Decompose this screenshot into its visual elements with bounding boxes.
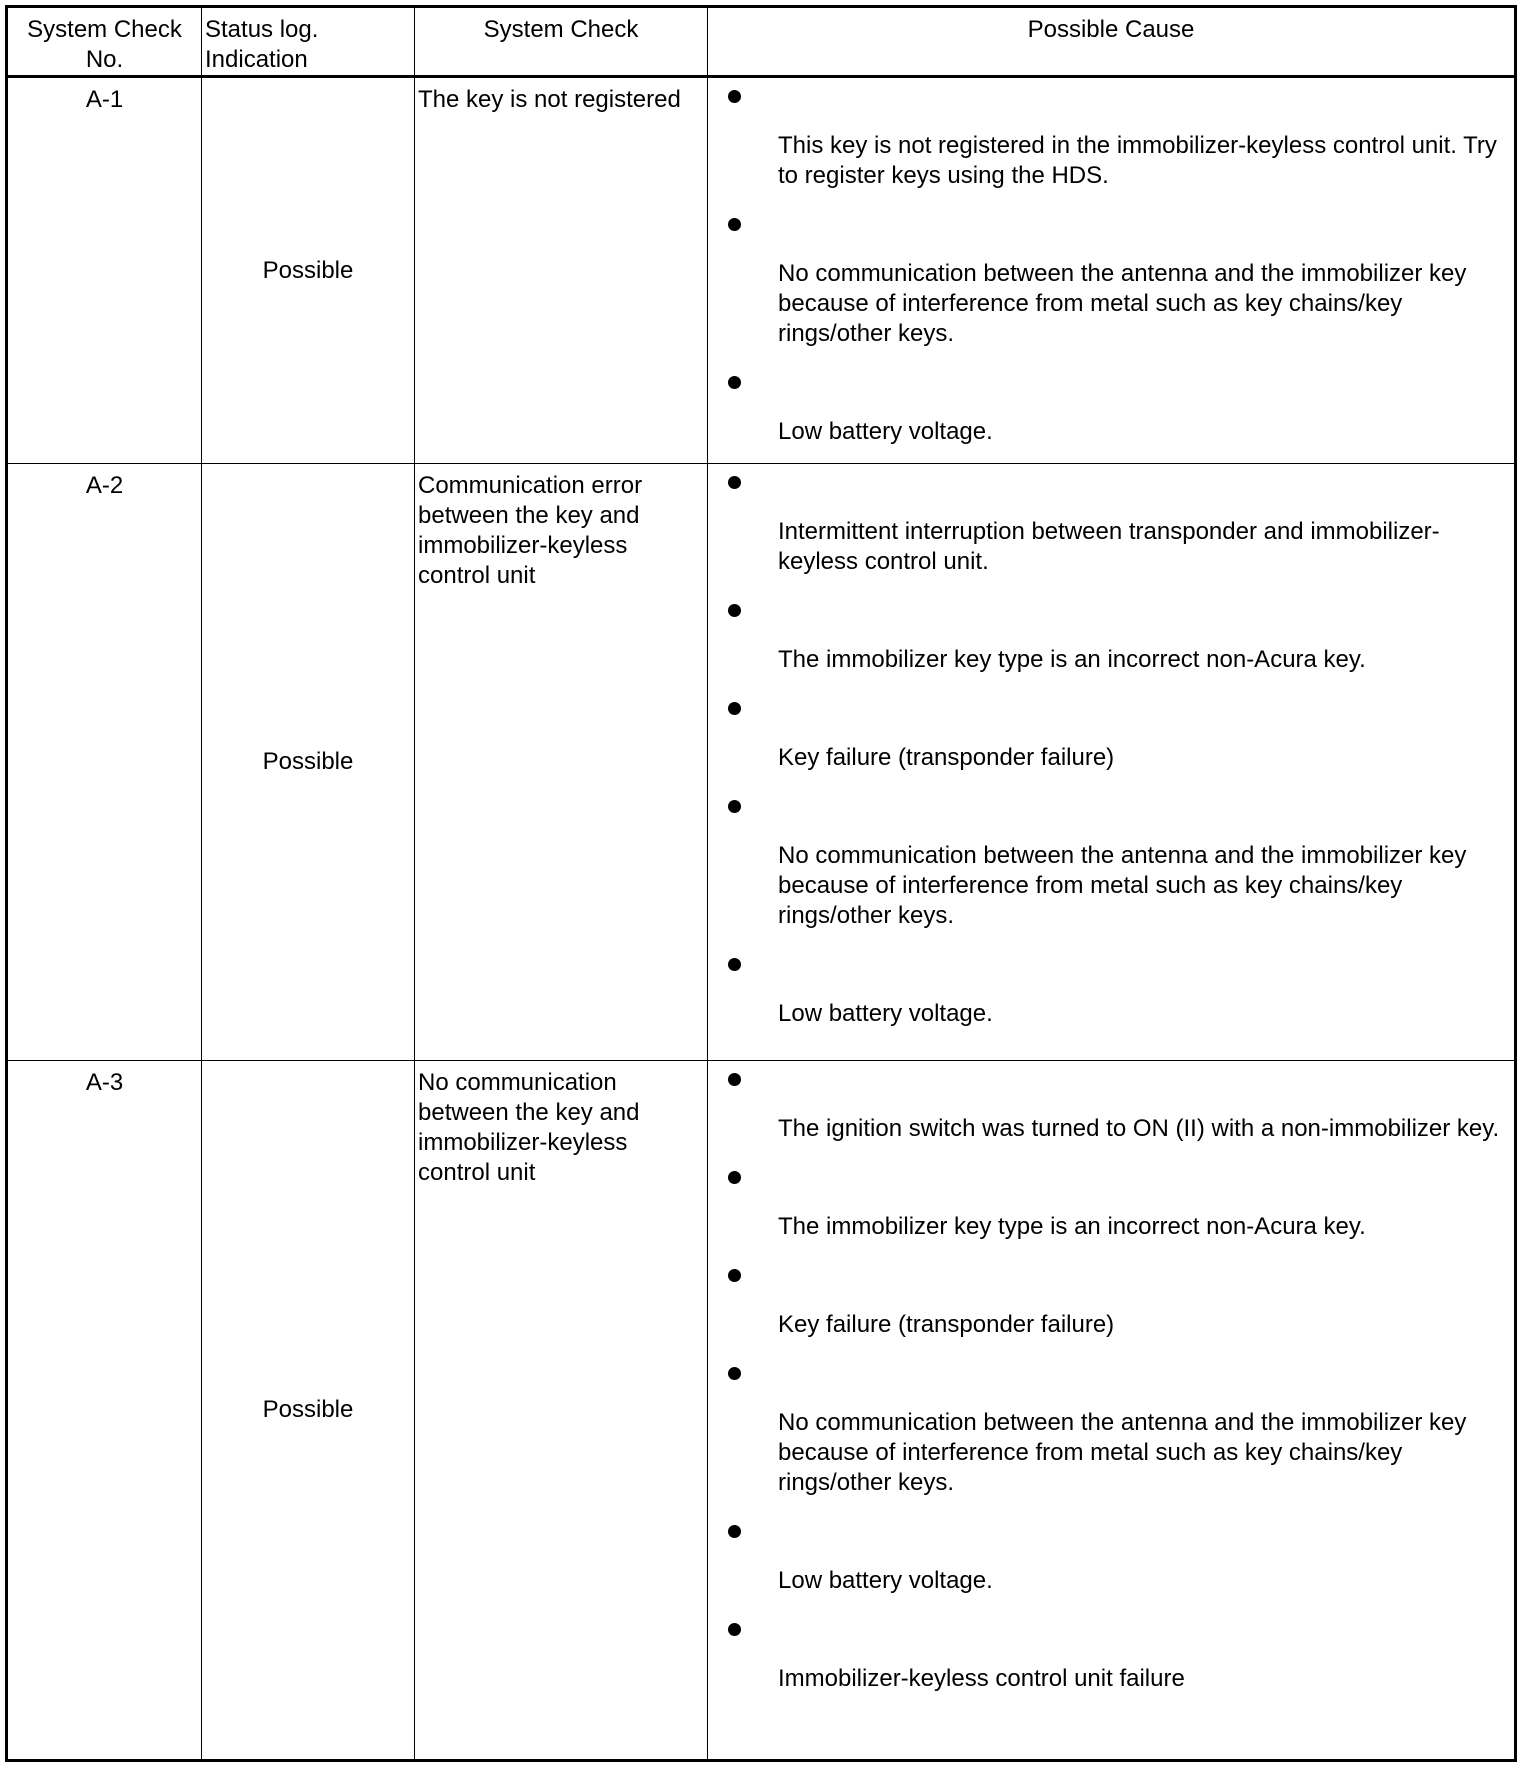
- bullet-icon: [728, 800, 741, 813]
- cause-text: Low battery voltage.: [778, 1000, 993, 1027]
- bullet-icon: [728, 90, 741, 103]
- bullet-icon: [728, 1525, 741, 1538]
- bullet-icon: [728, 604, 741, 617]
- header-status-line-2: Indication: [205, 46, 308, 73]
- cause-list: [728, 1066, 1504, 1694]
- list-item: [728, 793, 1504, 951]
- status-indication-cell: Possible: [202, 77, 415, 464]
- list-item: [728, 1360, 1504, 1518]
- list-item: [728, 1164, 1504, 1262]
- cause-text: Low battery voltage.: [778, 418, 993, 445]
- system-check-cell: Communication error between the key and immobilizer-keyless control unit: [415, 464, 708, 1061]
- cause-text: The ignition switch was turned to ON (II) with a non-immobilizer key.: [778, 1115, 1500, 1142]
- bullet-icon: [728, 376, 741, 389]
- list-item: [728, 83, 1504, 211]
- bullet-icon: [728, 218, 741, 231]
- status-indication-cell: Possible: [202, 1061, 415, 1761]
- system-check-no-cell: A-2: [7, 464, 202, 1061]
- system-check-no-cell: A-1: [7, 77, 202, 464]
- table-header: [7, 7, 1516, 77]
- header-status-line-1: Status log.: [205, 16, 319, 43]
- list-item: [728, 1518, 1504, 1616]
- list-item: [728, 597, 1504, 695]
- bullet-icon: [728, 702, 741, 715]
- bullet-icon: [728, 476, 741, 489]
- list-item: [728, 1262, 1504, 1360]
- bullet-icon: [728, 958, 741, 971]
- system-check-no-cell: A-3: [7, 1061, 202, 1761]
- header-system-check: System Check: [415, 7, 708, 77]
- cause-text: This key is not registered in the immobilizer-keyless control unit. Try to register keys using the HDS.: [778, 132, 1497, 189]
- cause-text: Intermittent interruption between transponder and immobilizer-keyless control unit.: [778, 518, 1440, 575]
- bullet-icon: [728, 1073, 741, 1086]
- table-row: [7, 1061, 1516, 1761]
- system-check-cell: The key is not registered: [415, 77, 708, 464]
- cause-list: [728, 83, 1504, 447]
- list-item: [728, 469, 1504, 597]
- cause-list: [728, 469, 1504, 1029]
- possible-cause-cell: [708, 77, 1516, 464]
- table-body: [7, 77, 1516, 1761]
- status-indication-cell: Possible: [202, 464, 415, 1061]
- cause-text: Key failure (transponder failure): [778, 1311, 1115, 1338]
- header-possible-cause: Possible Cause: [708, 7, 1516, 77]
- system-check-cell: No communication between the key and immobilizer-keyless control unit: [415, 1061, 708, 1761]
- table-row: [7, 464, 1516, 1061]
- possible-cause-cell: [708, 464, 1516, 1061]
- possible-cause-cell: [708, 1061, 1516, 1761]
- header-row: [7, 7, 1516, 77]
- bullet-icon: [728, 1367, 741, 1380]
- list-item: [728, 1616, 1504, 1694]
- list-item: [728, 1066, 1504, 1164]
- cause-text: The immobilizer key type is an incorrect non-Acura key.: [778, 646, 1366, 673]
- bullet-icon: [728, 1171, 741, 1184]
- cause-text: No communication between the antenna and the immobilizer key because of interference from metal such as key chains/key rings/other keys.: [778, 260, 1467, 347]
- list-item: [728, 951, 1504, 1029]
- bullet-icon: [728, 1623, 741, 1636]
- list-item: [728, 695, 1504, 793]
- cause-text: Key failure (transponder failure): [778, 744, 1115, 771]
- cause-text: The immobilizer key type is an incorrect non-Acura key.: [778, 1213, 1366, 1240]
- header-system-check-no: [7, 7, 202, 77]
- system-check-table: [5, 5, 1517, 1762]
- cause-text: Low battery voltage.: [778, 1567, 993, 1594]
- cause-text: No communication between the antenna and the immobilizer key because of interference from metal such as key chains/key rings/other keys.: [778, 1409, 1467, 1496]
- header-no-line-2: No.: [85, 46, 124, 73]
- header-no-line-1: System Check: [27, 16, 182, 43]
- bullet-icon: [728, 1269, 741, 1282]
- cause-text: Immobilizer-keyless control unit failure: [778, 1665, 1185, 1692]
- list-item: [728, 211, 1504, 369]
- list-item: [728, 369, 1504, 447]
- header-status-log-indication: [202, 7, 415, 77]
- table-row: [7, 77, 1516, 464]
- cause-text: No communication between the antenna and the immobilizer key because of interference from metal such as key chains/key rings/other keys.: [778, 842, 1467, 929]
